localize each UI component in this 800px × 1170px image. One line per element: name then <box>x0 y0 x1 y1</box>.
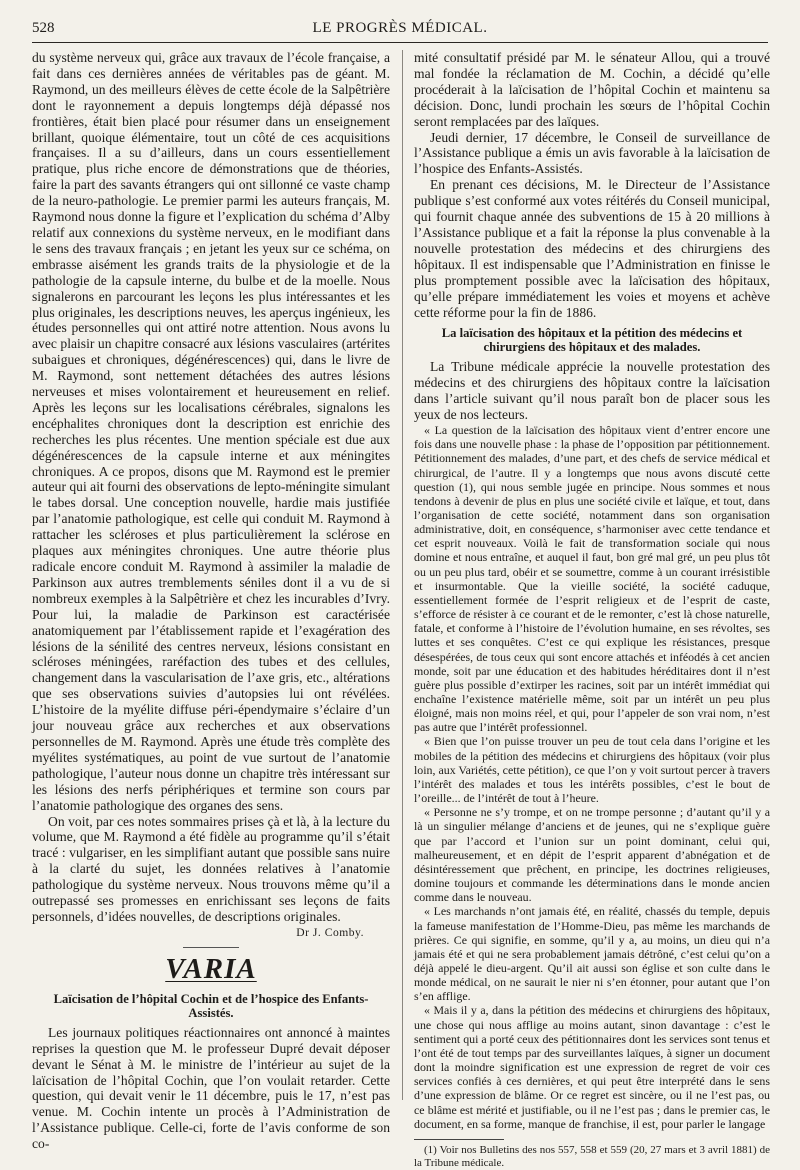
right-paragraph: Jeudi dernier, 17 décembre, le Conseil de surveillance de l’Assistance publique a émis un avis favorable à la laïcisation de l’hospice des Enfants-Assistés. <box>414 129 770 177</box>
varia-subheading: Laïcisation de l’hôpital Cochin et de l’hospice des Enfants-Assistés. <box>53 991 369 1020</box>
varia-paragraph: Les journaux politiques réactionnaires ont annoncé à maintes reprises la question que M. le professeur Dupré devait déposer devant le Sénat à M. le ministre de l’intérieur au sujet de la laïcisation de l’hôpital Cochin, que l’on voulait retarder. Cette question, qui devait venir le 11 décembre, puis le 17, n’est pas venue. M. Cochin intente un procès à l’Administration de l’Assistance publique. Celle-ci, forte de l’avis conforme de son co- <box>32 1024 390 1152</box>
section-rule <box>183 947 239 948</box>
left-column <box>32 50 390 1152</box>
page-number: 528 <box>32 20 55 36</box>
article-paragraph: On voit, par ces notes sommaires prises çà et là, à la lecture du volume, que M. Raymond a été fidèle au programme qu’il s’était tracé : vulgariser, en les simplifiant autant que possible sans nuire à la clarté du sujet, les données relatives à l’anatomie pathologique du système nerveux. Nous trouvons même qu’il a outrepassé ses promesses en enrichissant ses leçons de faits personnels, d’idées nouvelles, de descriptions originales. <box>32 813 390 924</box>
article-intro: La Tribune médicale apprécie la nouvelle protestation des médecins et des chirurgiens des hôpitaux contre la laïcisation dans l’article suivant qu’il nous paraît bon de placer sous les yeux de nos lecteurs. <box>414 359 770 423</box>
right-column <box>414 50 770 1170</box>
footnote-rule <box>414 1139 504 1140</box>
quote-paragraph: « Bien que l’on puisse trouver un peu de tout cela dans l’origine et les mobiles de la pétition des médecins et chirurgiens des hôpitaux (voir plus loin, aux Variétés, cette pétition), ce que l’on y voit surtout percer à travers l’intérêt des malades et tous les intérêts possibles, c’est le bout de l’oreille... de l’intérêt de tout à l’heure. <box>414 734 770 806</box>
quote-paragraph: « Personne ne s’y trompe, et on ne trompe personne ; d’autant qu’il y a là un singulier mélange d’anciens et de jeunes, qui ne s’explique guère que par l’accord et l’union sur un point dominant, celui qui, malheureusement, et en dépit de l’esprit apparent d’abnégation et de désintéressement que prêchent, en principe, les doctrines religieuses, domine toujours et commande les déterminations dans le monde ancien comme dans le nouveau. <box>414 805 770 905</box>
section-heading-varia: VARIA <box>165 952 257 985</box>
quote-paragraph: « Les marchands n’ont jamais été, en réalité, chassés du temple, depuis la fameuse manifestation de l’Homme-Dieu, pas même les marchands de prières. Ce qui signifie, en somme, qu’il y a, au moins, un dieu qui n’a jamais été et qui ne sera probablement jamais détrôné, c’est celui qu’on a déjà appelé le dieu-argent. Qu’il ait aussi son église et son culte dans le monde médical, on ne saurait le nier ni s’en étonner, pour autant que l’on s’en afflige. <box>414 904 770 1004</box>
article-signature: Dr J. Comby. <box>296 925 364 939</box>
journal-title: LE PROGRÈS MÉDICAL. <box>312 20 488 36</box>
article-subheading: La laïcisation des hôpitaux et la pétition des médecins et chirurgiens des hôpitaux et des malades. <box>441 326 743 355</box>
article-paragraph: du système nerveux qui, grâce aux travaux de l’école française, a fait dans ces dernières années de véritables pas de géant. M. Raymond, un des meilleurs élèves de cette école de la Salpêtrière dont le rayonnement a depuis longtemps déjà dépassé nos frontières, était bien placé pour résumer dans un enseignement brillant, quoique élémentaire, tout un côté de ces acquisitions françaises. Il a su d’ailleurs, dans un cours essentiellement pratique, plus riche encore de démonstrations que de théories, faire la part des savants étrangers qui ont sillonné ce vaste champ de la neuro-pathologie. Le premier parmi les auteurs français, M. Raymond nous donne la figure et l’explication du schéma d’Alby relatif aux connexions du système nerveux, en le modifiant dans le sens des travaux français ; en jetant les yeux sur ce schéma, on embrasse aisément les grands traits de la physiologie et de la pathologie de la capsule interne, du bulbe et de la moelle. Nous signalerons en parcourant les leçons les plus intéressantes et les plus originales, les descriptions neuves, les aperçus ingénieux, les études personnelles qui ont attiré notre attention. Nous avons lu avec plaisir un chapitre consacré aux lésions vasculaires (artérites subaigues et chroniques, dégénérescences) qui, dans le livre de M. Raymond, sont nettement détachées des autres lésions nerveuses et mises volontairement et heureusement en relief. Après les leçons sur les localisations cérébrales, signalons les encéphalites chroniques dont la description est enrichie des recherches les plus récentes. Une mention spéciale est due aux dégénérescences de la capsule interne et aux méningites chroniques. A ce propos, disons que M. Raymond est le premier auteur qui ait fourni des observations de lepto-méningite simulant le tabes dorsal. Une conception nouvelle, hardie mais justifiée par l’anatomie pathologique, est celle qui conduit M. Raymond à rattacher les scléroses et plus particulièrement la sclérose en plaques aux méningites chroniques. Une autre théorie plus radicale encore conduit M. Raymond à assimiler la maladie de Parkinson aux autres tremblements séniles dont il a vu de si nombreux exemples à la Salpêtrière et chez les incurables d’Ivry. Pour lui, la maladie de Parkinson est caractérisée anatomiquement par l’établissement rapide et l’exagération des lésions de la sénilité des centres nerveux, lésions consistant en scléroses méningées, raréfaction des tubes et des cellules, changement dans la vascularisation de l’axe gris, etc., altérations que ses observations suivies d’autopsies lui ont révélées. L’histoire de la myélite diffuse péri-épendymaire s’éclaire d’un jour nouveau grâce aux recherches et aux observations personnelles de M. Raymond. Après une étude très complète des myélites systématiques, au point de vue surtout de l’anatomie pathologique, l’auteur nous donne un chapitre très intéressant sur les lésions des nerfs périphériques et termine son cours par l’anatomie pathologique des organes des sens. <box>32 50 390 813</box>
quoted-article <box>414 423 770 1131</box>
right-paragraph: mité consultatif présidé par M. le sénateur Allou, qui a trouvé mal fondée la réclamation de M. Cochin, a décidé qu’elle procéderait à la laïcisation de l’hôpital Cochin et maintenu sa décision. Donc, lundi prochain les sœurs de l’hôpital Cochin seront remplacées par des laïques. <box>414 50 770 129</box>
page-header <box>32 20 768 43</box>
quote-paragraph: « Mais il y a, dans la pétition des médecins et chirurgiens des hôpitaux, une chose qui nous afflige au moins autant, sinon davantage : c’est le sentiment qui a porté ceux des pétitionnaires dont les services sont tenus et l’ont été de tout temps par des surveillantes laïques, à signer un document dont la moindre signification est une expression de regret de voir ces services confiés à ces dernières, et qui peut être interprété dans le sens d’une expression de blâme. Or ce regret est sincère, ou il ne l’est pas, ou ce blâme est mérité et justifiable, ou il ne l’est pas ; dans le premier cas, le document, en sa forme, manque de franchise, il est, pour parler le langage <box>414 1003 770 1131</box>
column-divider <box>402 50 403 1100</box>
quote-paragraph: « La question de la laïcisation des hôpitaux vient d’entrer encore une fois dans une nouvelle phase : la phase de l’opposition par pétitionnement. Pétitionnement des malades, d’une part, et des chefs de service médical et chirurgical, de l’autre. Il y a longtemps que nous avons discuté cette question (1), qui nous semble jugée en principe. Nous sommes et nous tendons à devenir de plus en plus une société civile et laïque, et tout, dans l’organisation de cette société, notamment dans son organisation administrative, doit, en conséquence, s’harmoniser avec cette tendance et cet esprit nouveaux. Voilà le fait de transformation sociale qui nous domine et nous entraîne, et auquel il faut, bon gré mal gré, un peu plus tôt ou un peu plus tard, obéir et se soumettre, comme à un courant irrésistible et insurmontable. Que la vieille société, la société caduque, essentiellement formée de l’esprit religieux et de l’esprit de caste, s’efforce de résister à ce courant et de le remonter, c’est là chose naturelle, fatale, et conforme à l’histoire de l’évolution humaine, en ses révoltes, ses luttes et ses conquêtes. C’est ce qui explique les résistances, presque désespérées, de tous ceux qui sont encore attachés et inféodés à cet ancien monde, soit par une éducation et des habitudes héréditaires dont il n’est guère plus possible d’extirper les racines, soit par un intérêt immédiat qui enchaîne l’existence matérielle même, soit par un intérêt un peu plus éloigné, mais non moins réel, et qui, pour l’appeler de son vrai nom, n’est pas autre que l’intérêt professionnel. <box>414 423 770 735</box>
right-paragraph: En prenant ces décisions, M. le Directeur de l’Assistance publique s’est conformé aux votes réitérés du Conseil municipal, qui fournit chaque année des subventions de 15 à 20 millions à l’Assistance publique et a fait la réponse la plus convenable à la nouvelle protestation des médecins et des chirurgiens des hôpitaux. Il est indispensable que l’Administration en finisse le plus promptement possible avec la laïcisation des hôpitaux, qu’elle prépare immédiatement les voies et moyens et achève cette réforme pour la fin de 1886. <box>414 177 770 320</box>
footnote: (1) Voir nos Bulletins des nos 557, 558 et 559 (20, 27 mars et 3 avril 1881) de la Tribune médicale. <box>414 1143 770 1169</box>
